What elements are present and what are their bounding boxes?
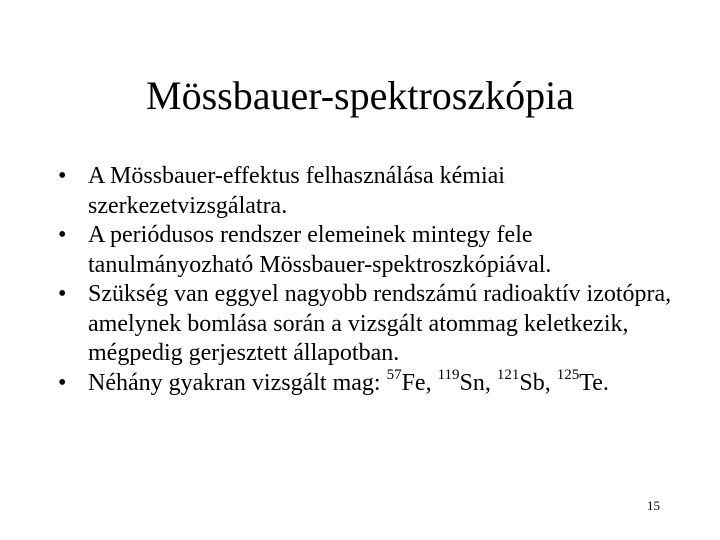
bullet-text: A Mössbauer-effektus felhasználása kémiai szerkezetvizsgálatra. — [88, 163, 505, 219]
bullet-item — [58, 280, 678, 369]
isotope-symbol: Te — [579, 369, 603, 396]
bullet-icon: • — [58, 281, 67, 307]
page-number: 15 — [647, 498, 660, 513]
bullet-item — [58, 221, 678, 280]
bullet-item-isotopes — [58, 366, 678, 399]
isotope-separator: , — [425, 369, 438, 396]
isotope-mass: 57 — [386, 366, 402, 383]
isotope-symbol: Sn — [459, 369, 485, 396]
bullet-icon: • — [58, 369, 67, 396]
bullet-text: Néhány gyakran vizsgált mag: — [88, 369, 387, 396]
isotope-mass: 125 — [556, 366, 580, 383]
isotope-separator: , — [484, 369, 497, 396]
bullet-text: A periódusos rendszer elemeinek mintegy fele tanulmányozható Mössbauer-spektroszkópiával. — [88, 222, 552, 278]
isotope-separator: , — [544, 369, 557, 396]
isotope-symbol: Fe — [401, 369, 426, 396]
bullet-text: Szükség van eggyel nagyobb rendszámú radioaktív izotópra, amelynek bomlása során a vizsgált atommag keletkezik, mégpedig gerjesztett állapotban. — [88, 281, 672, 366]
bullet-item — [58, 162, 678, 221]
bullet-list — [58, 162, 678, 398]
isotope-separator: . — [602, 369, 609, 396]
isotope-mass: 119 — [437, 366, 460, 383]
isotope-symbol: Sb — [519, 369, 545, 396]
bullet-icon: • — [58, 163, 67, 189]
isotope-mass: 121 — [496, 366, 520, 383]
bullet-icon: • — [58, 222, 67, 248]
slide-title: Mössbauer-spektroszkópia — [146, 73, 574, 118]
